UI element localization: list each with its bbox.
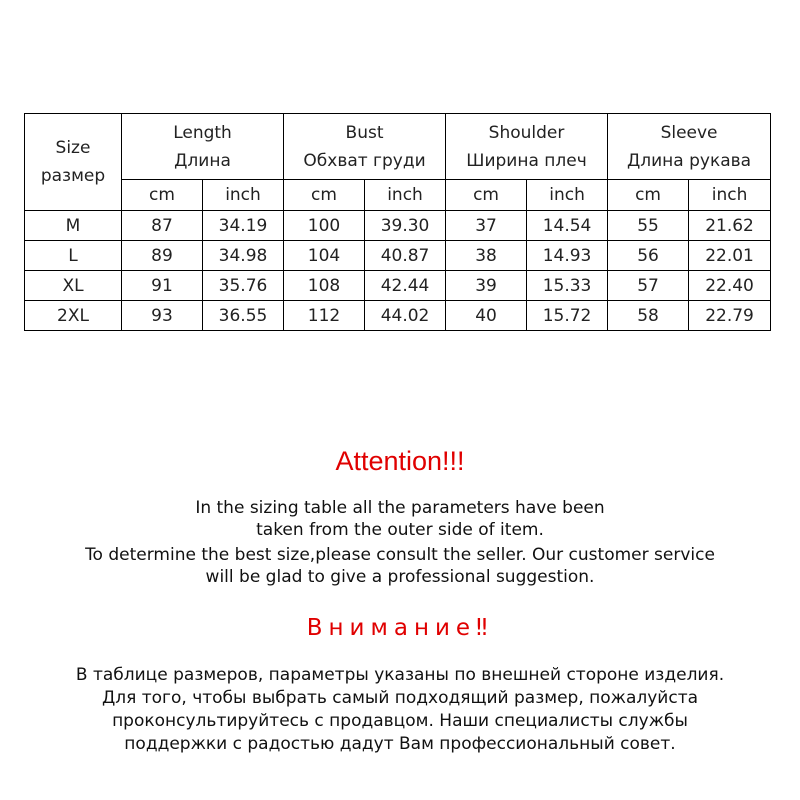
notice-line: Для того, чтобы выбрать самый подходящий размер, пожалуйста xyxy=(101,688,699,708)
bust-header-en: Bust xyxy=(345,122,384,143)
attention-heading: Attention!!! xyxy=(335,446,465,476)
bust-header-ru: Обхват груди xyxy=(303,150,426,171)
value-cell: 39.30 xyxy=(365,211,446,241)
size-chart-table xyxy=(24,113,771,331)
value-cell: 100 xyxy=(284,211,365,241)
value-cell: 37 xyxy=(446,211,527,241)
size-cell: M xyxy=(25,211,122,241)
value-cell: 89 xyxy=(122,241,203,271)
table-row xyxy=(25,271,771,301)
value-cell: 56 xyxy=(608,241,689,271)
unit-header-row xyxy=(25,180,771,211)
value-cell: 38 xyxy=(446,241,527,271)
notice-line: проконсультируйтесь с продавцом. Наши специалисты службы xyxy=(112,711,688,731)
notice-line: В таблице размеров, параметры указаны по внешней стороне изделия. xyxy=(75,665,725,685)
value-cell: 15.33 xyxy=(527,271,608,301)
value-cell: 22.79 xyxy=(689,301,771,331)
value-cell: 22.40 xyxy=(689,271,771,301)
unit-inch: inch xyxy=(365,180,446,211)
size-header-en: Size xyxy=(55,138,91,158)
value-cell: 55 xyxy=(608,211,689,241)
value-cell: 39 xyxy=(446,271,527,301)
size-cell: L xyxy=(25,241,122,271)
value-cell: 57 xyxy=(608,271,689,301)
sleeve-header xyxy=(608,114,771,180)
notice-line: will be glad to give a professional suggestion. xyxy=(205,567,595,587)
size-cell: XL xyxy=(25,271,122,301)
value-cell: 42.44 xyxy=(365,271,446,301)
unit-cm: cm xyxy=(446,180,527,211)
value-cell: 14.54 xyxy=(527,211,608,241)
bust-header xyxy=(284,114,446,180)
value-cell: 104 xyxy=(284,241,365,271)
value-cell: 36.55 xyxy=(203,301,284,331)
value-cell: 21.62 xyxy=(689,211,771,241)
notice-ru-paragraph xyxy=(0,664,800,756)
unit-cm: cm xyxy=(608,180,689,211)
table-header-row xyxy=(25,114,771,180)
sleeve-header-en: Sleeve xyxy=(660,122,718,143)
size-column-header xyxy=(25,114,122,211)
value-cell: 34.98 xyxy=(203,241,284,271)
length-header-ru: Длина xyxy=(174,150,231,171)
value-cell: 40.87 xyxy=(365,241,446,271)
value-cell: 40 xyxy=(446,301,527,331)
size-header-ru: размер xyxy=(40,166,106,186)
value-cell: 15.72 xyxy=(527,301,608,331)
shoulder-header xyxy=(446,114,608,180)
unit-cm: cm xyxy=(284,180,365,211)
unit-cm: cm xyxy=(122,180,203,211)
notice-line: taken from the outer side of item. xyxy=(256,520,544,540)
value-cell: 58 xyxy=(608,301,689,331)
value-cell: 22.01 xyxy=(689,241,771,271)
notice-line: поддержки с радостью дадут Вам профессиональный совет. xyxy=(124,734,676,754)
shoulder-header-en: Shoulder xyxy=(488,122,565,143)
size-cell: 2XL xyxy=(25,301,122,331)
length-header xyxy=(122,114,284,180)
sleeve-header-ru: Длина рукава xyxy=(626,150,752,171)
table-row xyxy=(25,301,771,331)
value-cell: 91 xyxy=(122,271,203,301)
notice-line: To determine the best size,please consult the seller. Our customer service xyxy=(85,545,715,565)
value-cell: 35.76 xyxy=(203,271,284,301)
notice-en-paragraph-1 xyxy=(0,497,800,541)
unit-inch: inch xyxy=(203,180,284,211)
value-cell: 34.19 xyxy=(203,211,284,241)
value-cell: 108 xyxy=(284,271,365,301)
unit-inch: inch xyxy=(689,180,771,211)
table-row xyxy=(25,211,771,241)
value-cell: 44.02 xyxy=(365,301,446,331)
shoulder-header-ru: Ширина плеч xyxy=(466,150,587,171)
length-header-en: Length xyxy=(173,122,232,143)
notice-line: In the sizing table all the parameters have been xyxy=(195,498,605,518)
value-cell: 14.93 xyxy=(527,241,608,271)
table-row xyxy=(25,241,771,271)
value-cell: 87 xyxy=(122,211,203,241)
vnimanie-heading: Внимание‼ xyxy=(306,615,494,641)
value-cell: 93 xyxy=(122,301,203,331)
value-cell: 112 xyxy=(284,301,365,331)
unit-inch: inch xyxy=(527,180,608,211)
notice-en-paragraph-2 xyxy=(0,544,800,588)
